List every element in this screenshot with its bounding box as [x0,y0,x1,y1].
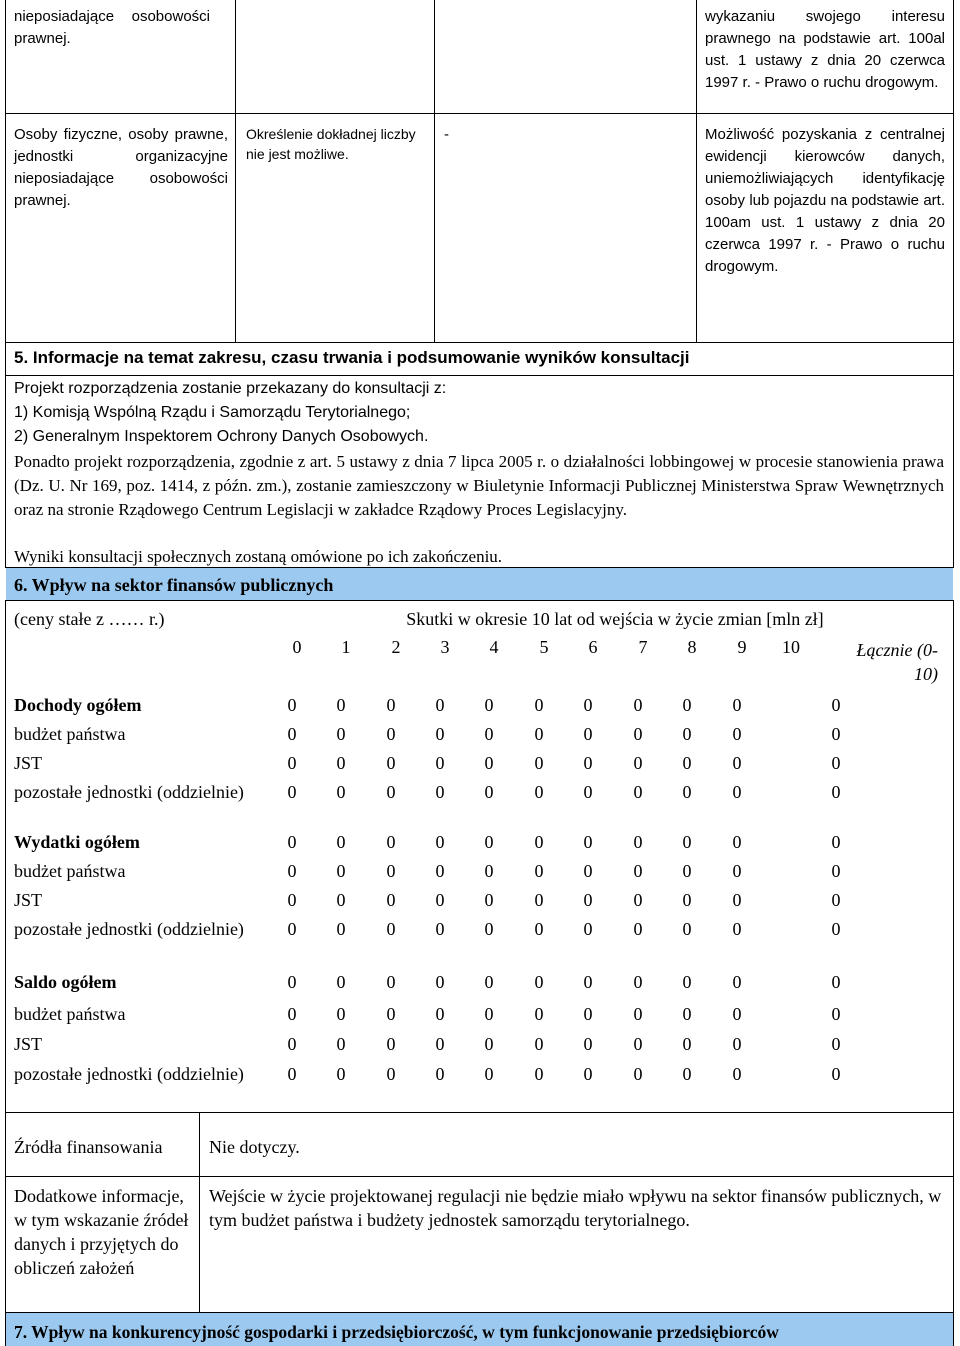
additional-info-value: Wejście w życie projektowanej regulacji nie będzie miało wpływu na sektor finansów publicznych, w tym budżet państwa i budżety jednostek samorządu terytorialnego. [209,1186,942,1230]
finance-value-cell: 0 [633,1004,643,1024]
finance-value-cell: 0 [336,1004,346,1024]
section5-p5: Wyniki konsultacji społecznych zostaną omówione po ich zakończeniu. [14,547,503,566]
finance-value-cell: 0 [831,724,841,744]
finance-value-cell: 0 [682,1034,692,1054]
finance-value-cell: 0 [682,861,692,881]
finance-value-cell: 0 [682,753,692,773]
finance-value-cell: 0 [336,1064,346,1084]
finance-value-cell: 0 [534,1064,544,1084]
finance-value-cell: 0 [287,890,297,910]
finance-value-cell: 0 [336,832,346,852]
finance-value-cell: 0 [287,753,297,773]
finance-value-cell: 0 [435,972,445,992]
finance-value-cell: 0 [287,861,297,881]
finance-value-cell: 0 [831,890,841,910]
finance-value-cell: 0 [336,782,346,802]
finance-value-cell: 0 [484,724,494,744]
finance-value-cell: 0 [583,832,593,852]
finance-value-cell: 0 [583,724,593,744]
finance-value-cell: 0 [831,919,841,939]
finance-value-cell: 0 [435,695,445,715]
finance-value-cell: 0 [732,753,742,773]
section5-p1: Projekt rozporządzenia zostanie przekazany do konsultacji z: [14,380,447,397]
finance-value-cell: 0 [484,861,494,881]
finance-value-cell: 0 [732,1034,742,1054]
top-row2-col3: - [444,126,449,143]
finance-value-cell: 0 [831,782,841,802]
finance-value-cell: 0 [484,1034,494,1054]
year-header-9: 9 [737,637,747,657]
sources-value: Nie dotyczy. [209,1137,300,1157]
finance-value-cell: 0 [435,782,445,802]
section5-p3: 2) Generalnym Inspektorem Ochrony Danych Osobowych. [14,428,429,445]
finance-value-cell: 0 [336,919,346,939]
finance-value-cell: 0 [682,695,692,715]
finance-value-cell: 0 [336,972,346,992]
year-header-1: 1 [341,637,351,657]
finance-value-cell: 0 [682,972,692,992]
finance-value-cell: 0 [633,972,643,992]
finance-row-label: Wydatki ogółem [14,832,140,852]
finance-value-cell: 0 [633,861,643,881]
finance-value-cell: 0 [435,724,445,744]
finance-value-cell: 0 [682,832,692,852]
finance-value-cell: 0 [435,1004,445,1024]
finance-value-cell: 0 [831,861,841,881]
finance-value-cell: 0 [484,832,494,852]
finance-row-label: budżet państwa [14,724,126,744]
finance-value-cell: 0 [583,782,593,802]
finance-value-cell: 0 [435,890,445,910]
finance-value-cell: 0 [732,724,742,744]
finance-row-label: Saldo ogółem [14,972,117,992]
finance-value-cell: 0 [682,724,692,744]
finance-row-label: JST [14,1034,43,1054]
finance-value-cell: 0 [831,1004,841,1024]
finance-value-cell: 0 [386,1034,396,1054]
finance-value-cell: 0 [633,782,643,802]
year-header-6: 6 [588,637,598,657]
finance-value-cell: 0 [287,919,297,939]
finance-value-cell: 0 [732,832,742,852]
top-row2-col2: Określenie dokładnej liczby nie jest możliwe. [246,126,416,162]
finance-value-cell: 0 [831,753,841,773]
finance-value-cell: 0 [386,890,396,910]
finance-value-cell: 0 [386,1064,396,1084]
finance-value-cell: 0 [386,695,396,715]
year-header-10: 10 [782,637,800,657]
finance-value-cell: 0 [386,919,396,939]
section5-heading: 5. Informacje na temat zakresu, czasu trwania i podsumowanie wyników konsultacji [14,348,690,367]
finance-value-cell: 0 [583,1064,593,1084]
finance-value-cell: 0 [732,890,742,910]
finance-value-cell: 0 [484,753,494,773]
finance-value-cell: 0 [484,695,494,715]
effects-header: Skutki w okresie 10 lat od wejścia w życie zmian [mln zł] [406,609,824,629]
additional-info-label: Dodatkowe informacje, w tym wskazanie źródeł danych i przyjętych do obliczeń założeń [14,1186,189,1278]
finance-value-cell: 0 [633,919,643,939]
finance-value-cell: 0 [386,861,396,881]
finance-value-cell: 0 [831,695,841,715]
finance-value-cell: 0 [633,695,643,715]
finance-value-cell: 0 [484,919,494,939]
section6-heading: 6. Wpływ na sektor finansów publicznych [14,575,334,595]
finance-value-cell: 0 [287,832,297,852]
finance-value-cell: 0 [682,1004,692,1024]
finance-value-cell: 0 [732,1064,742,1084]
finance-row-label: JST [14,753,43,773]
finance-value-cell: 0 [682,782,692,802]
finance-row-label: Dochody ogółem [14,695,142,715]
finance-value-cell: 0 [831,1034,841,1054]
finance-value-cell: 0 [534,695,544,715]
finance-value-cell: 0 [534,972,544,992]
finance-value-cell: 0 [682,890,692,910]
finance-row-label: pozostałe jednostki (oddzielnie) [14,1064,244,1084]
finance-value-cell: 0 [732,1004,742,1024]
year-header-5: 5 [539,637,549,657]
finance-value-cell: 0 [633,1034,643,1054]
top-row2-col1: Osoby fizyczne, osoby prawne, jednostki organizacyjne nieposiadające osobowości prawnej. [14,126,228,209]
top-row1-col1: nieposiadające osobowości prawnej. [14,8,210,47]
finance-value-cell: 0 [831,972,841,992]
year-header-0: 0 [292,637,302,657]
finance-value-cell: 0 [386,724,396,744]
finance-value-cell: 0 [583,861,593,881]
finance-value-cell: 0 [583,1004,593,1024]
finance-value-cell: 0 [534,861,544,881]
finance-value-cell: 0 [534,1004,544,1024]
year-header-3: 3 [440,637,450,657]
finance-value-cell: 0 [287,724,297,744]
finance-value-cell: 0 [484,1004,494,1024]
section5-p4: Ponadto projekt rozporządzenia, zgodnie z art. 5 ustawy z dnia 7 lipca 2005 r. o działalności lobbingowej w procesie stanowienia prawa (Dz. U. Nr 169, poz. 1414, z późn. zm.), zostanie zamieszczony w Biuletynie Informacji Publicznej Ministerstwa Spraw Wewnętrznych oraz na stronie Rządowego Centrum Legislacji w zakładce Rządowy Proces Legislacyjny. [14,452,944,519]
finance-value-cell: 0 [287,782,297,802]
year-header-2: 2 [391,637,401,657]
sources-label: Źródła finansowania [14,1137,163,1157]
finance-value-cell: 0 [484,890,494,910]
finance-value-cell: 0 [534,890,544,910]
finance-value-cell: 0 [287,1034,297,1054]
finance-value-cell: 0 [336,861,346,881]
finance-value-cell: 0 [287,1004,297,1024]
finance-value-cell: 0 [583,695,593,715]
finance-value-cell: 0 [583,753,593,773]
finance-value-cell: 0 [435,919,445,939]
finance-value-cell: 0 [386,1004,396,1024]
finance-value-cell: 0 [336,695,346,715]
finance-value-cell: 0 [336,724,346,744]
finance-value-cell: 0 [386,832,396,852]
finance-value-cell: 0 [534,919,544,939]
finance-value-cell: 0 [336,753,346,773]
finance-value-cell: 0 [732,861,742,881]
finance-value-cell: 0 [583,972,593,992]
finance-value-cell: 0 [435,832,445,852]
finance-value-cell: 0 [287,1064,297,1084]
finance-value-cell: 0 [386,972,396,992]
finance-row-label: budżet państwa [14,1004,126,1024]
finance-value-cell: 0 [435,1064,445,1084]
section7-heading: 7. Wpływ na konkurencyjność gospodarki i przedsiębiorczość, w tym funkcjonowanie przedsiębiorców [14,1322,779,1342]
finance-value-cell: 0 [534,753,544,773]
section5-p2: 1) Komisją Wspólną Rządu i Samorządu Terytorialnego; [14,404,411,421]
finance-value-cell: 0 [484,782,494,802]
finance-value-cell: 0 [682,1064,692,1084]
finance-value-cell: 0 [336,1034,346,1054]
year-header-7: 7 [638,637,648,657]
finance-row-label: JST [14,890,43,910]
finance-value-cell: 0 [633,753,643,773]
finance-value-cell: 0 [583,1034,593,1054]
finance-value-cell: 0 [534,724,544,744]
finance-value-cell: 0 [633,832,643,852]
finance-value-cell: 0 [435,1034,445,1054]
finance-value-cell: 0 [732,782,742,802]
finance-value-cell: 0 [831,1064,841,1084]
top-row2-col4: Możliwość pozyskania z centralnej ewidencji kierowców danych, uniemożliwiających identyfikację osoby lub pojazdu na podstawie art. 100am ust. 1 ustawy z dnia 20 czerwca 1997 r. - Prawo o ruchu drogowym. [705,126,945,275]
finance-value-cell: 0 [583,890,593,910]
finance-value-cell: 0 [732,919,742,939]
prices-label: (ceny stałe z …… r.) [14,609,165,629]
finance-value-cell: 0 [534,1034,544,1054]
finance-value-cell: 0 [484,972,494,992]
finance-value-cell: 0 [732,695,742,715]
finance-row-label: pozostałe jednostki (oddzielnie) [14,919,244,939]
finance-value-cell: 0 [287,695,297,715]
finance-value-cell: 0 [583,919,593,939]
finance-value-cell: 0 [682,919,692,939]
finance-value-cell: 0 [534,782,544,802]
finance-value-cell: 0 [831,832,841,852]
finance-value-cell: 0 [732,972,742,992]
finance-value-cell: 0 [534,832,544,852]
finance-value-cell: 0 [435,861,445,881]
finance-value-cell: 0 [287,972,297,992]
finance-value-cell: 0 [336,890,346,910]
year-header-8: 8 [687,637,697,657]
finance-value-cell: 0 [484,1064,494,1084]
finance-row-label: pozostałe jednostki (oddzielnie) [14,782,244,802]
top-row1-col4: wykazaniu swojego interesu prawnego na podstawie art. 100al ust. 1 ustawy z dnia 20 czerwca 1997 r. - Prawo o ruchu drogowym. [705,8,945,91]
finance-value-cell: 0 [435,753,445,773]
finance-value-cell: 0 [386,782,396,802]
finance-row-label: budżet państwa [14,861,126,881]
finance-value-cell: 0 [386,753,396,773]
total-header: Łącznie (0-10) [856,640,938,684]
finance-value-cell: 0 [633,890,643,910]
finance-value-cell: 0 [633,724,643,744]
year-header-4: 4 [489,637,499,657]
finance-value-cell: 0 [633,1064,643,1084]
